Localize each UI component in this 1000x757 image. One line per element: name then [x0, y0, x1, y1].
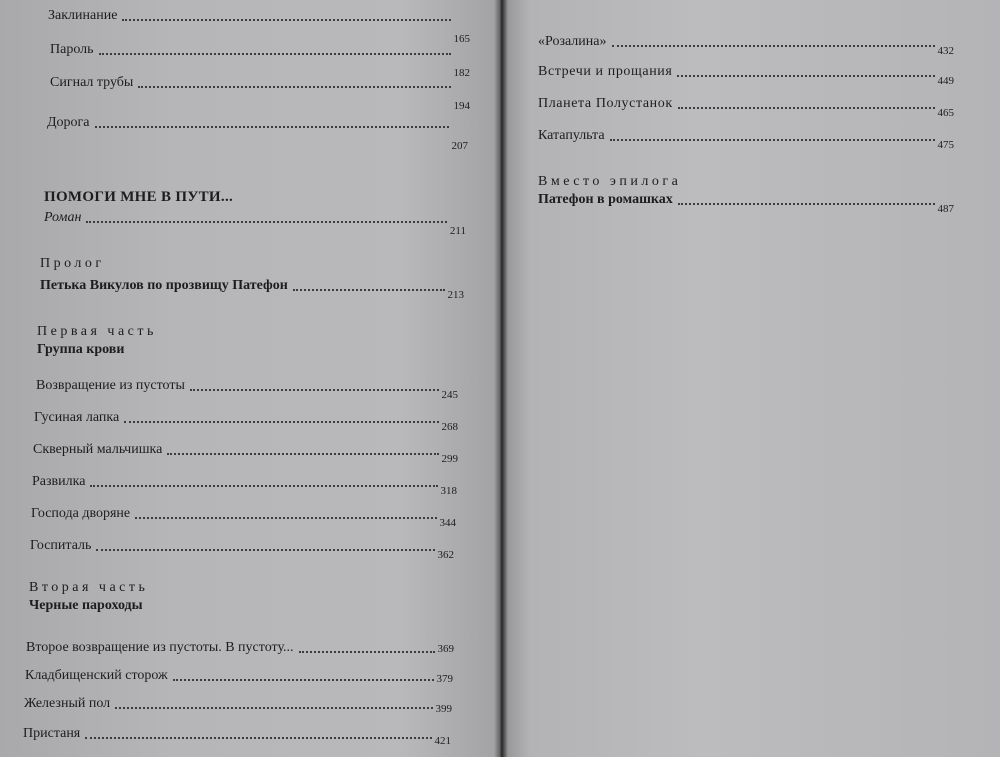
section-label: Первая часть: [37, 324, 157, 339]
dot-leader: [90, 485, 437, 487]
dot-leader: [135, 517, 436, 519]
dot-leader: [138, 86, 450, 88]
toc-entry-page: 344: [439, 517, 456, 529]
toc-entry-title: Пароль: [50, 42, 94, 57]
toc-entry-page: 245: [441, 389, 458, 401]
toc-entry: [44, 210, 466, 237]
toc-entry-title: Пристаня: [23, 726, 81, 741]
dot-leader: [85, 737, 431, 739]
part1-heading: [37, 324, 157, 358]
section-title: Группа крови: [37, 342, 125, 357]
toc-entry-title: Кладбищенский сторож: [25, 668, 168, 683]
toc-entry-page: 465: [937, 107, 954, 119]
toc-entry-page: 211: [449, 225, 466, 237]
toc-entry-title: Железный пол: [24, 696, 111, 711]
section-label: Вторая часть: [29, 580, 149, 595]
toc-entry-page: 268: [441, 421, 458, 433]
toc-entry: [50, 42, 470, 79]
dot-leader: [95, 126, 449, 128]
toc-entry: [538, 192, 954, 215]
toc-entry-page: 182: [453, 67, 470, 79]
toc-entry-title: Сигнал трубы: [50, 75, 134, 90]
toc-entry-page: 487: [937, 203, 954, 215]
toc-entry-page: 362: [437, 549, 454, 561]
toc-entry: [538, 64, 954, 87]
dot-leader: [293, 289, 445, 291]
dot-leader: [122, 19, 450, 21]
toc-entry-title: «Розалина»: [538, 34, 607, 49]
dot-leader: [190, 389, 439, 391]
toc-entry-title: Гусиная лапка: [34, 410, 120, 425]
toc-entry: [33, 442, 458, 465]
toc-entry: [31, 506, 456, 529]
toc-entry-page: 449: [937, 75, 954, 87]
toc-entry-title: Заклинание: [48, 8, 118, 23]
toc-entry: [34, 410, 458, 433]
toc-entry: [47, 115, 468, 152]
toc-entry-page: 165: [453, 33, 470, 45]
toc-entry-title: Петька Викулов по прозвищу Патефон: [40, 278, 288, 293]
toc-entry-page: 432: [937, 45, 954, 57]
toc-entry: [40, 278, 464, 301]
toc-entry-title: Второе возвращение из пустоты. В пустоту...: [26, 640, 294, 655]
toc-entry-page: 399: [435, 703, 452, 715]
toc-entry-page: 369: [437, 643, 454, 655]
dot-leader: [96, 549, 434, 551]
dot-leader: [678, 107, 935, 109]
toc-entry: [48, 8, 470, 45]
toc-entry-page: 213: [447, 289, 464, 301]
dot-leader: [115, 707, 432, 709]
dot-leader: [86, 221, 447, 223]
toc-entry: [538, 34, 954, 57]
dot-leader: [167, 453, 438, 455]
toc-entry: [538, 96, 954, 119]
prologue-heading: [40, 256, 105, 272]
toc-entry: [25, 668, 453, 684]
dot-leader: [677, 75, 934, 77]
dot-leader: [124, 421, 438, 423]
toc-entry-page: 475: [937, 139, 954, 151]
toc-entry-page: 194: [453, 100, 470, 112]
book-gutter: [494, 0, 508, 757]
dot-leader: [612, 45, 935, 47]
toc-entry-title: Возвращение из пустоты: [36, 378, 185, 393]
right-page: [500, 0, 1000, 757]
toc-entry: [26, 640, 454, 656]
novel-title: ПОМОГИ МНЕ В ПУТИ...: [44, 189, 234, 205]
section-label: Пролог: [40, 256, 105, 271]
part2-heading: [29, 580, 148, 614]
toc-entry-title: Развилка: [32, 474, 86, 489]
dot-leader: [99, 53, 451, 55]
section-label: Вместо эпилога: [538, 174, 682, 189]
epilogue-heading: [538, 174, 681, 190]
toc-entry: [32, 474, 457, 497]
toc-entry: [30, 538, 454, 561]
dot-leader: [610, 139, 935, 141]
dot-leader: [173, 679, 434, 681]
toc-entry-page: 207: [451, 140, 468, 152]
toc-entry-page: 318: [440, 485, 457, 497]
toc-entry: [538, 128, 954, 151]
toc-entry: [24, 696, 452, 715]
dot-leader: [299, 651, 435, 653]
novel-subtitle: Роман: [44, 210, 82, 225]
toc-entry-title: Госпиталь: [30, 538, 92, 553]
section-title: Черные пароходы: [29, 598, 143, 613]
toc-entry: [50, 75, 470, 112]
toc-entry-title: Господа дворяне: [31, 506, 131, 521]
toc-entry-title: Катапульта: [538, 128, 605, 143]
toc-entry: [36, 378, 458, 401]
toc-entry-title: Дорога: [47, 115, 90, 130]
dot-leader: [678, 203, 935, 205]
toc-entry: [23, 726, 451, 747]
toc-entry-title: Планета Полустанок: [538, 96, 673, 111]
toc-entry-title: Встречи и прощания: [538, 64, 673, 79]
novel-heading: [44, 189, 233, 206]
toc-entry-page: 421: [434, 735, 451, 747]
toc-entry-title: Патефон в ромашках: [538, 192, 673, 207]
toc-entry-page: 299: [441, 453, 458, 465]
toc-entry-page: 379: [436, 673, 453, 685]
toc-entry-title: Скверный мальчишка: [33, 442, 163, 457]
